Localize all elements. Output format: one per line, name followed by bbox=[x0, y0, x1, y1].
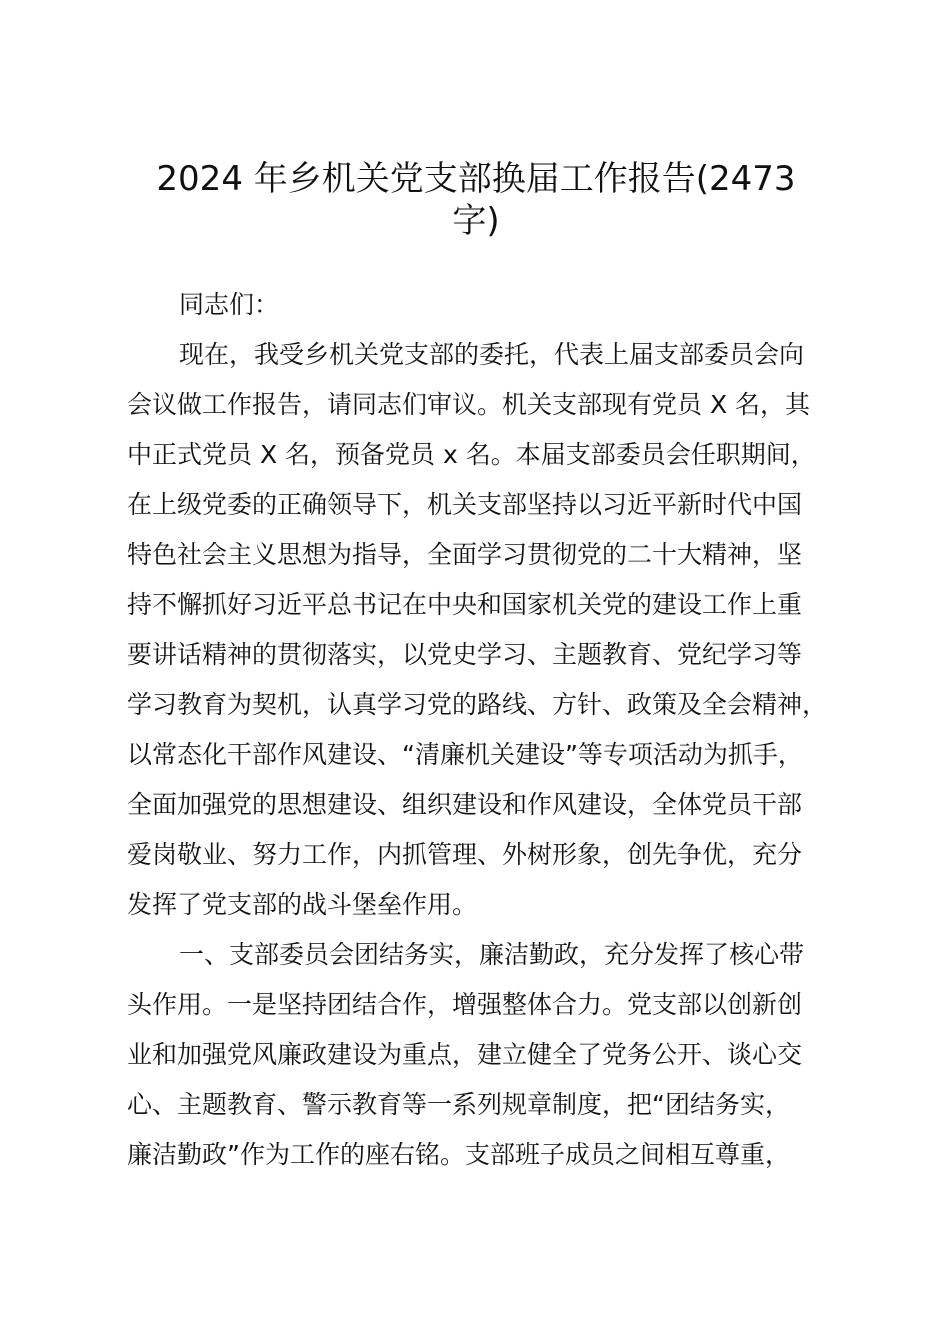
paragraph-line: 中正式党员 X 名，预备党员 x 名。本届支部委员会任职期间， bbox=[127, 440, 816, 469]
document-title bbox=[126, 158, 826, 242]
paragraph-line: 持不懈抓好习近平总书记在中央和国家机关党的建设工作上重 bbox=[127, 590, 803, 619]
paragraph-line: 发挥了党支部的战斗堡垒作用。 bbox=[127, 890, 478, 919]
title-line-1: 2024 年乡机关党支部换届工作报告(2473 bbox=[156, 159, 796, 199]
paragraph-line: 会议做工作报告，请同志们审议。机关支部现有党员 X 名，其 bbox=[127, 390, 811, 419]
section-heading-line: 一、支部委员会团结务实，廉洁勤政，充分发挥了核心带 bbox=[179, 940, 805, 969]
paragraph-line: 爱岗敬业、努力工作，内抓管理、外树形象，创先争优，充分 bbox=[127, 840, 803, 869]
paragraph-line: 学习教育为契机，认真学习党的路线、方针、政策及全会精神， bbox=[127, 690, 828, 719]
paragraph-line: 在上级党委的正确领导下，机关支部坚持以习近平新时代中国 bbox=[127, 490, 803, 519]
salutation: 同志们： bbox=[179, 290, 280, 319]
paragraph-line: 要讲话精神的贯彻落实，以党史学习、主题教育、党纪学习等 bbox=[127, 640, 803, 669]
paragraph-line: 头作用。一是坚持团结合作，增强整体合力。党支部以创新创 bbox=[127, 990, 803, 1019]
paragraph-line: 廉洁勤政”作为工作的座右铭。支部班子成员之间相互尊重， bbox=[127, 1140, 790, 1169]
paragraph-line: 现在，我受乡机关党支部的委托，代表上届支部委员会向 bbox=[179, 340, 805, 369]
paragraph-line: 全面加强党的思想建设、组织建设和作风建设，全体党员干部 bbox=[127, 790, 803, 819]
paragraph-line: 以常态化干部作风建设、“清廉机关建设”等专项活动为抓手， bbox=[127, 740, 803, 769]
title-line-2: 字) bbox=[452, 201, 500, 241]
document-body bbox=[127, 280, 857, 1180]
paragraph-line: 特色社会主义思想为指导，全面学习贯彻党的二十大精神，坚 bbox=[127, 540, 803, 569]
paragraph-line: 心、主题教育、警示教育等一系列规章制度，把“团结务实， bbox=[127, 1090, 790, 1119]
paragraph-line: 业和加强党风廉政建设为重点，建立健全了党务公开、谈心交 bbox=[127, 1040, 803, 1069]
